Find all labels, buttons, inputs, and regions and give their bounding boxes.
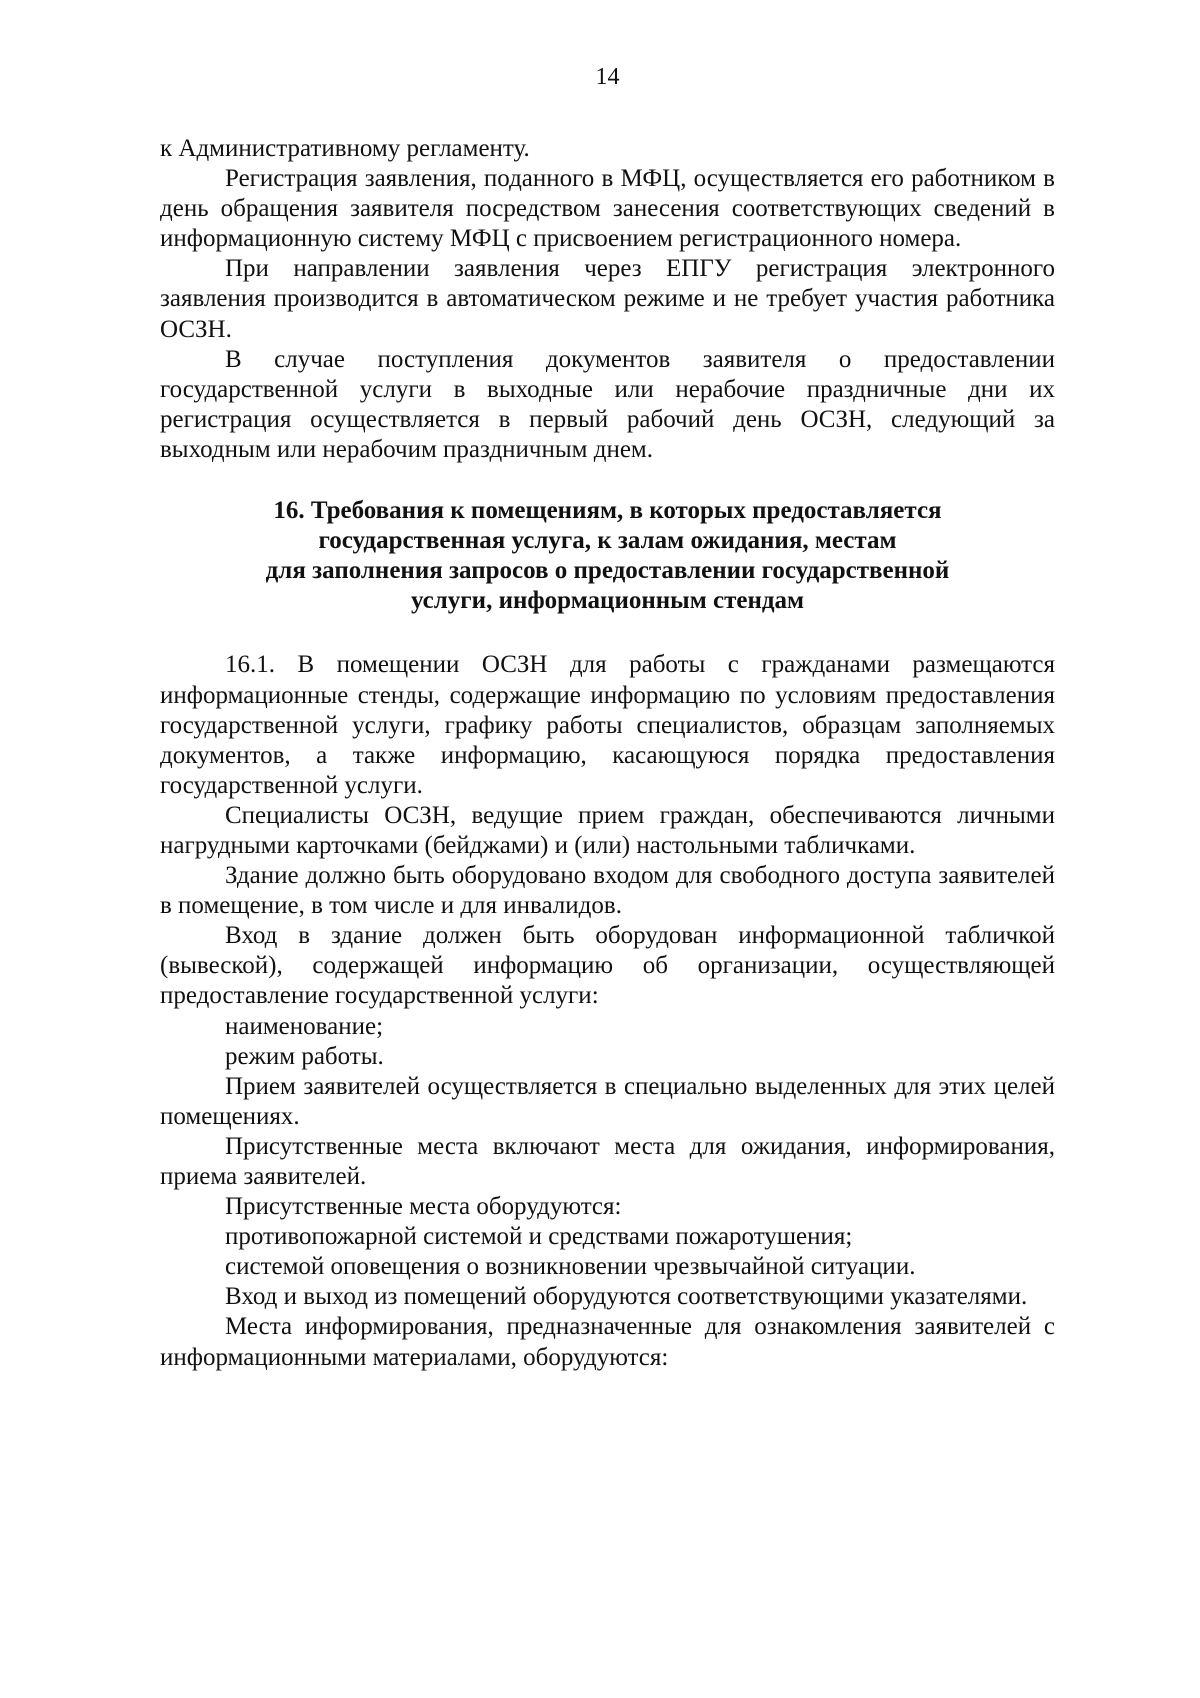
paragraph-mfc-registration: Регистрация заявления, поданного в МФЦ, осуществляется его работником в день обращения заявителя посредством занесения соответствующих сведений в информационную систему МФЦ с присвоением регистрационного номера. xyxy=(160,165,1055,253)
paragraph-badges: Специалисты ОСЗН, ведущие прием граждан, обеспечиваются личными нагрудными карточками (бейджами) и (или) настольными табличками. xyxy=(160,801,1055,859)
paragraph-public-places-equipment: Присутственные места оборудуются: xyxy=(225,1193,622,1221)
paragraph-reception-rooms: Прием заявителей осуществляется в специально выделенных для этих целей помещениях. xyxy=(160,1072,1055,1130)
page-number: 14 xyxy=(595,64,620,90)
list-item-fire-system: противопожарной системой и средствами пожаротушения; xyxy=(225,1223,853,1251)
paragraph-public-places: Присутственные места включают места для ожидания, информирования, приема заявителей. xyxy=(160,1132,1055,1190)
paragraph-building-access: Здание должно быть оборудовано входом для свободного доступа заявителей в помещение, в том числе и для инвалидов. xyxy=(160,862,1055,920)
section-body xyxy=(160,650,1055,1372)
list-item-schedule: режим работы. xyxy=(225,1042,384,1070)
document-page xyxy=(160,62,1055,1373)
paragraph-continuation: к Административному регламенту. xyxy=(160,135,530,162)
section-heading-line: для заполнения запросов о предоставлении государственной xyxy=(265,557,950,585)
paragraph-info-stands: 16.1. В помещении ОСЗН для работы с гражданами размещаются информационные стенды, содержащие информацию по условиям предоставления государственной услуги, графику работы специалистов, образцам заполняемых документов, а также информацию, касающуюся порядка предоставления государственной услуги. xyxy=(160,651,1055,799)
paragraph-entrance-sign: Вход в здание должен быть оборудован информационной табличкой (вывеской), содержащей информацию об организации, осуществляющей предоставление государственной услуги: xyxy=(160,922,1055,1010)
list-item-name: наименование; xyxy=(225,1012,384,1040)
paragraph-epgu-registration: При направлении заявления через ЕПГУ регистрация электронного заявления производится в автоматическом режиме и не требует участия работника ОСЗН. xyxy=(160,255,1055,343)
section-heading-line: услуги, информационным стендам xyxy=(410,587,805,615)
list-item-alert-system: системой оповещения о возникновении чрезвычайной ситуации. xyxy=(225,1253,916,1281)
section-heading xyxy=(190,496,1025,616)
section-heading-line: 16. Требования к помещениям, в которых предоставляется xyxy=(273,497,942,525)
section-heading-line: государственная услуга, к залам ожидания, местам xyxy=(318,527,897,555)
paragraph-holiday-registration: В случае поступления документов заявителя о предоставлении государственной услуги в выходные или нерабочие праздничные дни их регистрация осуществляется в первый рабочий день ОСЗН, следующий за выходным или нерабочим праздничным днем. xyxy=(160,345,1055,463)
paragraph-info-places: Места информирования, предназначенные для ознакомления заявителей с информационными материалами, оборудуются: xyxy=(160,1313,1055,1371)
paragraph-signs: Вход и выход из помещений оборудуются соответствующими указателями. xyxy=(225,1283,1028,1311)
top-text-block xyxy=(160,134,1055,465)
